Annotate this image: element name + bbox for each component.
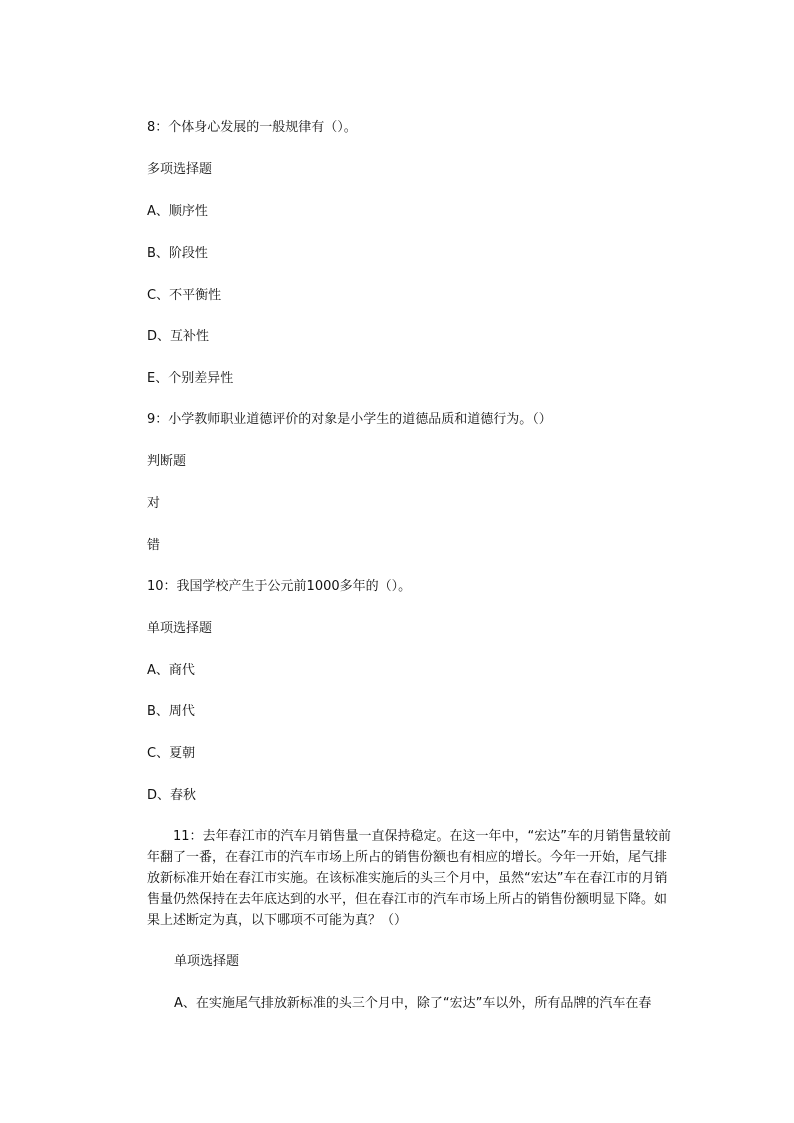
question-9-type: 判断题: [147, 454, 187, 469]
question-10-option-a: A、商代: [147, 663, 195, 678]
question-8-option-b: B、阶段性: [147, 246, 208, 261]
question-10-option-c: C、夏朝: [147, 746, 196, 761]
question-11-option-a: A、在实施尾气排放新标准的头三个月中，除了“宏达”车以外，所有品牌的汽车在春: [174, 996, 652, 1011]
question-9-option-true: 对: [147, 496, 161, 511]
question-9-option-false: 错: [147, 538, 161, 553]
question-8-option-d: D、互补性: [147, 329, 210, 344]
question-10-option-d: D、春秋: [147, 788, 197, 803]
question-10-option-b: B、周代: [147, 704, 195, 719]
question-10-stem: 10：我国学校产生于公元前1000多年的（）。: [147, 579, 412, 594]
question-10-type: 单项选择题: [147, 621, 213, 636]
question-11-type: 单项选择题: [174, 954, 240, 969]
question-8-option-a: A、顺序性: [147, 204, 208, 219]
question-8-option-e: E、个别差异性: [147, 371, 234, 386]
question-8-stem: 8：个体身心发展的一般规律有（）。: [147, 120, 357, 135]
question-8-type: 多项选择题: [147, 162, 213, 177]
question-8-option-c: C、不平衡性: [147, 288, 222, 303]
question-9-stem: 9：小学教师职业道德评价的对象是小学生的道德品质和道德行为。（）: [147, 412, 552, 427]
question-11-stem: 11：去年春江市的汽车月销售量一直保持稳定。在这一年中，“宏达”车的月销售量较前年翻了一番，在春江市的汽车市场上所占的销售份额也有相应的增长。今年一开始，尾气排放新标准开始在春江市实施。在该标准实施后的头三个月中，虽然“宏达”车在春江市的月销售量仍然保持在去年底达到的水平，但在春江市的汽车市场上所占的销售份额明显下降。如果上述断定为真，以下哪项不可能为真？（）: [147, 829, 672, 928]
